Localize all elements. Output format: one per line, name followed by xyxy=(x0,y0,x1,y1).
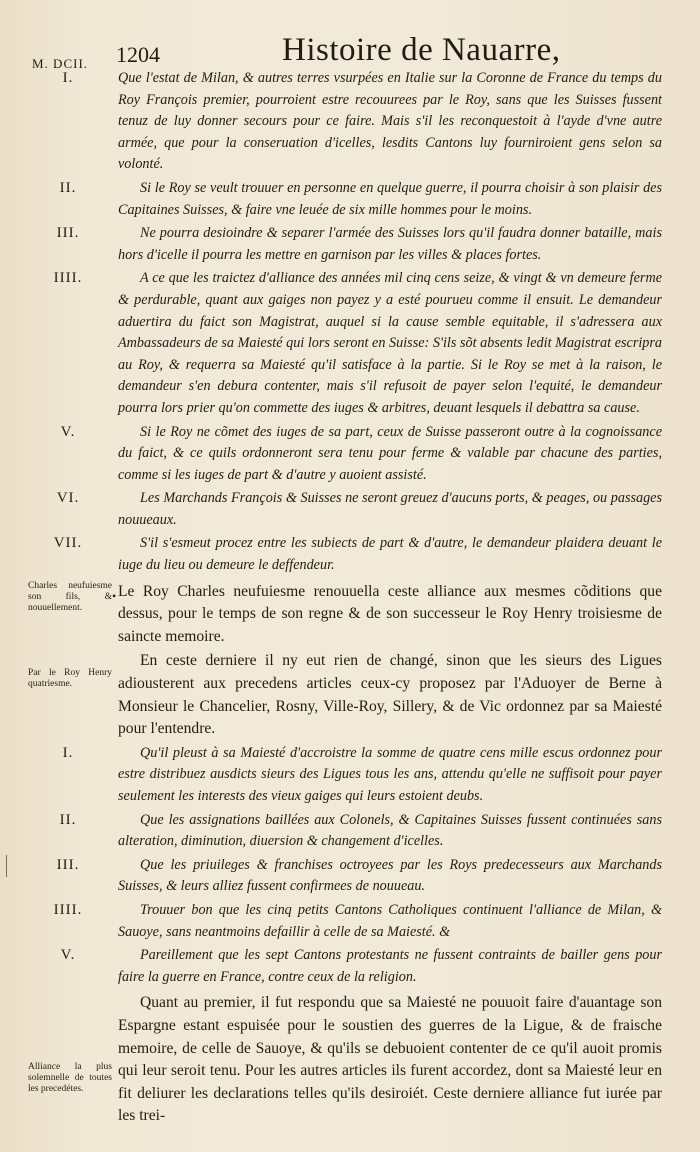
article-text: A ce que les traictez d'alliance des années mil cinq cens seize, & vingt & vn demeure ferme & perdurable, quant aux gaiges non payez y a esté pourueu comme il ensuit. Le demandeur aduertira du faict son Magistrat, auquel si la cause semble equitable, il s'adressera aux Ambassadeurs de sa Maiesté qui lors seront en Suisse: S'ils sõt absents ledit Magistrat escripra au Roy, & requerra sa Maiesté qu'il satisface à la partie. Si le Roy se met à la raison, le demandeur s'en debura contenter, mais s'il refusoit de payer selon l'equité, le demandeur pourra lors prier qu'on commette des iuges & arbitres, deuant lesquels il debattra sa cause. xyxy=(118,270,662,416)
article-text: Que les assignations baillées aux Colonels, & Capitaines Suisses fussent continuées sans alteration, diminution, diuersion & changement d'icelles. xyxy=(118,811,662,850)
article-number: I. xyxy=(62,744,74,761)
article-number: V. xyxy=(60,423,76,440)
paragraph-charles xyxy=(28,580,662,649)
article-number: II. xyxy=(59,811,77,828)
article-number: V. xyxy=(60,947,76,964)
article-number: III. xyxy=(56,225,80,242)
running-title: Histoire de Nauarre, xyxy=(282,32,561,68)
text-body xyxy=(0,64,700,1128)
article-5 xyxy=(60,422,662,487)
article-number: VI. xyxy=(56,490,80,507)
article-text: Trouuer bon que les cinq petits Cantons Catholiques continuent l'alliance de Milan, & Sauoye, sans neantmoins defaillir à celle de sa Maiesté. & xyxy=(118,901,662,940)
article-text: S'il s'esmeut procez entre les subiects de part & d'autre, le demandeur plaidera deuant le iuge du lieu ou demeure le deffendeur. xyxy=(118,535,662,574)
article-new-5 xyxy=(60,945,662,988)
page-number: 1204 xyxy=(116,42,160,67)
article-new-4 xyxy=(53,900,662,943)
article-number: IIII. xyxy=(53,901,83,918)
article-text: Ne pourra desioindre & separer l'armée des Suisses lors qu'il faudra donner bataille, mais hors d'icelle il pourra les mettre en garnison par les villes & places fortes. xyxy=(118,225,662,263)
article-text: Les Marchands François & Suisses ne seront greuez d'aucuns ports, & peages, ou passages nouueaux. xyxy=(118,490,662,528)
article-text: Qu'il pleust à sa Maiesté d'accroistre la somme de quatre cens mille escus ordonnez pour estre distribuez ausdicts sieurs des Ligues tous les ans, attendu qu'elle ne suffisoit pour payer seulement les interests des vieux gaiges qui leurs estoient deubs. xyxy=(118,744,662,804)
paragraph-mark: • xyxy=(112,588,117,603)
article-3 xyxy=(56,223,662,266)
article-7 xyxy=(53,533,662,576)
article-new-1 xyxy=(62,743,662,808)
article-number: IIII. xyxy=(53,270,83,287)
article-text: Pareillement que les sept Cantons protestants ne fussent contraints de bailler gens pour faire la guerre en France, contre ceux de la religion. xyxy=(118,947,662,985)
margin-note: Alliance la plus solemnelle de toutes les precedétes. xyxy=(28,1062,112,1095)
article-new-2 xyxy=(59,810,662,853)
article-1 xyxy=(62,68,662,176)
article-text: Si le Roy se veult trouuer en personne en quelque guerre, il pourra choisir à son plaisir des Capitaines Suisses, & faire vne leuée de six mille hommes pour le moins. xyxy=(118,179,662,218)
margin-note: Charles neufuiesme son fils, & nouuellement. xyxy=(28,580,112,613)
article-number: VII. xyxy=(53,535,83,552)
margin-year: M. DCII. xyxy=(32,56,89,71)
article-text: Que l'estat de Milan, & autres terres vsurpées en Italie sur la Coronne de France du temps du Roy François premier, pourroient estre recouurees par le Roy, sans que les Suisses fussent tenuz de luy donner secours pour ce faire. Mais s'il les reconquestoit à l'ayde d'vne autre armée, que pour la conseruation d'icelles, lesdits Cantons luy fourniroient gens selon sa volonté. xyxy=(118,70,662,173)
article-number: III. xyxy=(56,856,80,873)
article-2 xyxy=(59,178,662,221)
article-6 xyxy=(56,488,662,531)
paragraph-response xyxy=(28,992,662,1128)
article-4 xyxy=(53,268,662,419)
article-text: Si le Roy ne cõmet des iuges de sa part, ceux de Suisse passeront outre à la cognoissance du faict, & ce quils ordonneront sera tenu pour ferme & valable par chacune des parties, comme si les iuges de part & d'autre y auoient assisté. xyxy=(118,423,662,483)
paragraph-henry xyxy=(28,650,662,740)
article-number: I. xyxy=(62,70,74,86)
paragraph-text: Quant au premier, il fut respondu que sa Maiesté ne pouuoit faire d'auantage son Espargne estant espuisée pour le soustien des guerres de la Ligue, & de fraische memoire, de celle de Sauoye, & qu'ils se debuoient contenter de ce qu'il auoit promis qui leur seroit tenu. Pour les autres articles ils furent accordez, dont sa Maiesté leur en fit deliurer les declarations telles qu'ils desiroiét. Ceste derniere alliance fut iurée par les trei- xyxy=(118,994,662,1125)
margin-note: Par le Roy Henry quatriesme. xyxy=(28,668,112,690)
paragraph-text: Le Roy Charles neufuiesme renouuella ceste alliance aux mesmes cõditions que dessus, pour le temps de son regne & de son successeur le Roy Henry troisiesme de saincte memoire. xyxy=(118,582,662,645)
article-number: II. xyxy=(59,179,77,196)
article-text: Que les priuileges & franchises octroyees par les Roys predecesseurs aux Marchands Suisses, & leurs alliez fussent confirmees de nouueau. xyxy=(118,856,662,895)
paragraph-text: En ceste derniere il ny eut rien de changé, sinon que les sieurs des Ligues adiousterent aux precedens articles ceux-cy proposez par l'Aduoyer de Berne à Monsieur le Chancelier, Rosny, Ville-Roy, Sillery, & de Vic ordonnez par sa Maiesté pour l'entendre. xyxy=(118,652,662,738)
article-new-3 xyxy=(56,855,662,898)
